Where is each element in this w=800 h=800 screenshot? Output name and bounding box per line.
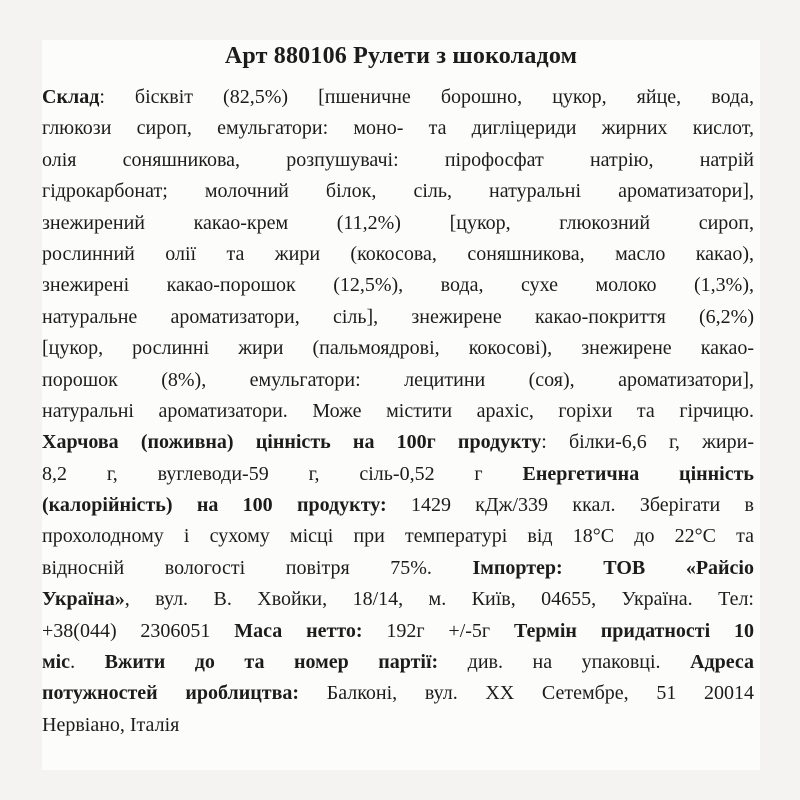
label-text-segment: глюкози сироп, емульгатори: моно- та дигліцериди жирних кислот, bbox=[42, 117, 754, 140]
label-line bbox=[42, 333, 754, 364]
label-text-segment: знежирений какао-крем (11,2%) [цукор, глюкозний сироп, bbox=[42, 211, 754, 234]
label-text-segment: , вул. В. Хвойки, 18/14, м. Київ, 04655, Україна. Тел: bbox=[124, 588, 754, 611]
label-line bbox=[42, 710, 754, 741]
label-line bbox=[42, 647, 754, 678]
label-text-segment: олія соняшникова, розпушувачі: пірофосфат натрію, натрій bbox=[42, 148, 754, 171]
label-line bbox=[42, 176, 754, 207]
label-line bbox=[42, 584, 754, 615]
label-line bbox=[42, 553, 754, 584]
label-line bbox=[42, 270, 754, 301]
label-line bbox=[42, 208, 754, 239]
label-text-segment: +38(044) 2306051 bbox=[42, 619, 235, 642]
label-heading-segment: міс bbox=[42, 651, 71, 674]
label-text-segment: . bbox=[70, 651, 105, 674]
label-text-segment: 8,2 г, вуглеводи-59 г, сіль-0,52 г bbox=[42, 462, 523, 485]
label-heading-segment: Маса нетто: bbox=[234, 619, 363, 642]
label-text-segment: гідрокарбонат; молочний білок, сіль, натуральні ароматизатори], bbox=[42, 180, 754, 203]
label-text-segment: відносній вологості повітря 75%. bbox=[42, 556, 473, 579]
label-heading-segment: потужностей ироблицтва: bbox=[42, 682, 300, 705]
label-text bbox=[42, 82, 754, 741]
label-line bbox=[42, 365, 754, 396]
product-label bbox=[42, 40, 760, 770]
label-text-segment: натуральне ароматизатори, сіль], знежирене какао-покриття (6,2%) bbox=[42, 305, 754, 328]
label-text-segment: натуральні ароматизатори. Може містити арахіс, горіхи та гірчицю. bbox=[42, 399, 754, 422]
label-line bbox=[42, 427, 754, 458]
label-heading-segment: Імпортер: ТОВ «Райсіо bbox=[472, 556, 754, 579]
label-heading-segment: Термін придатності 10 bbox=[513, 619, 754, 642]
label-text-segment: рослинний олії та жири (кокосова, соняшникова, масло какао), bbox=[42, 242, 754, 265]
label-heading-segment: Вжити до та номер партії: bbox=[104, 651, 439, 674]
label-text-segment: : білки-6,6 г, жири- bbox=[541, 431, 754, 454]
label-line bbox=[42, 459, 754, 490]
label-line bbox=[42, 490, 754, 521]
label-line bbox=[42, 616, 754, 647]
label-text-segment: 1429 кДж/339 ккал. Зберігати в bbox=[386, 494, 754, 517]
label-line bbox=[42, 521, 754, 552]
label-heading-segment: Склад bbox=[42, 86, 100, 108]
label-text-segment: 192г +/-5г bbox=[362, 619, 514, 642]
label-heading-segment: Енергетична цінність bbox=[522, 462, 755, 485]
label-line bbox=[42, 302, 754, 333]
label-line bbox=[42, 396, 754, 427]
label-line bbox=[42, 82, 754, 113]
label-heading-segment: Харчова (поживна) цінність на 100г продукту bbox=[42, 431, 542, 454]
label-text-segment: прохолодному і сухому місці при температурі від 18°С до 22°С та bbox=[42, 525, 754, 548]
label-line bbox=[42, 113, 754, 144]
label-line bbox=[42, 145, 754, 176]
label-heading-segment: Україна» bbox=[42, 588, 125, 611]
product-title: Арт 880106 Рулети з шоколадом bbox=[224, 43, 578, 69]
label-text-segment: знежирені какао-порошок (12,5%), вода, сухе молоко (1,3%), bbox=[42, 274, 754, 297]
label-text-segment: Нервіано, Італія bbox=[42, 713, 180, 736]
label-text-segment: : бісквіт (82,5%) [пшеничне борошно, цукор, яйце, вода, bbox=[99, 86, 754, 108]
label-line bbox=[42, 239, 754, 270]
label-text-segment: див. на упаковці. bbox=[438, 651, 691, 674]
label-line bbox=[42, 678, 754, 709]
label-text-segment: Балконі, вул. ХХ Сетембре, 51 20014 bbox=[299, 682, 754, 705]
label-heading-segment: Адреса bbox=[690, 651, 754, 674]
label-heading-segment: (калорійність) на 100 продукту: bbox=[42, 494, 387, 517]
label-text-segment: порошок (8%), емульгатори: лецитини (соя), ароматизатори], bbox=[42, 368, 754, 391]
label-text-segment: [цукор, рослинні жири (пальмоядрові, кокосові), знежирене какао- bbox=[42, 337, 754, 360]
